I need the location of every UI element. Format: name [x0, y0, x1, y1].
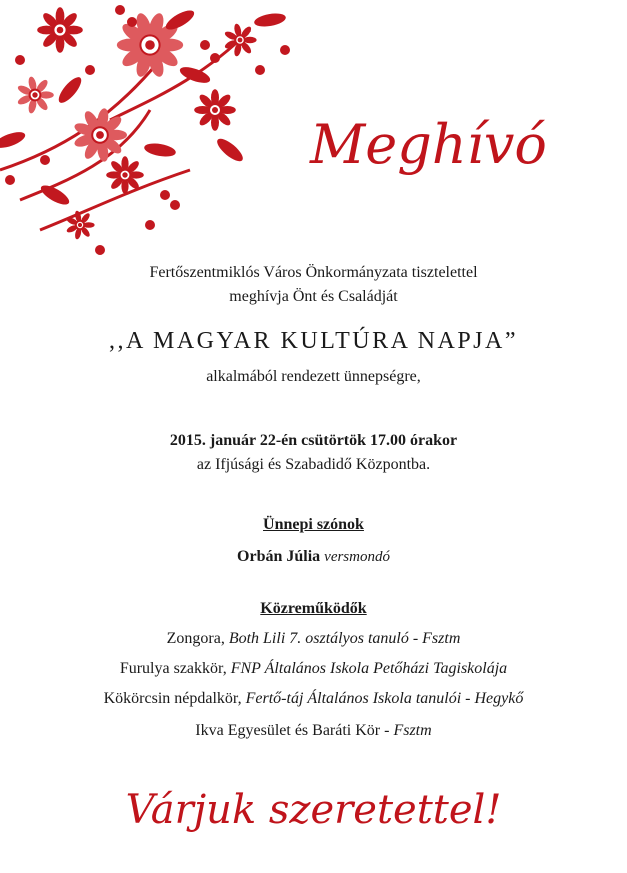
contributor-detail: Fsztm [393, 722, 432, 739]
contributor-detail: Fertő-táj Általános Iskola tanulói - Hegykő [245, 690, 524, 707]
berry-dot [255, 65, 265, 75]
leaf [55, 74, 85, 106]
berry-dot [145, 220, 155, 230]
flower-core [57, 27, 64, 34]
intro-line-1: Fertőszentmiklós Város Önkormányzata tisztelettel [149, 264, 478, 281]
event-occasion: alkalmából rendezett ünnepségre, [206, 368, 421, 385]
flower-core [32, 92, 37, 97]
berry-dot [15, 55, 25, 65]
contributors-heading: Közreműködők [260, 600, 367, 617]
event-datetime: 2015. január 22-én csütörtök 17.00 órakor [169, 432, 458, 449]
flower-core [145, 40, 155, 50]
berry-dot [210, 53, 220, 63]
contributor-detail: Both Lili 7. osztályos tanuló - Fsztm [228, 630, 461, 647]
berry-dot [170, 200, 180, 210]
leaf [253, 11, 287, 28]
speaker-heading: Ünnepi szónok [263, 516, 364, 533]
contributor-name: Kökörcsin népdalkör, [103, 690, 246, 707]
contributor-name: Zongora, [166, 630, 229, 647]
closing-text: Várjuk szeretettel! [125, 787, 502, 833]
leaf [214, 135, 246, 165]
berry-dot [127, 17, 137, 27]
speaker-name: Orbán Júlia [237, 548, 321, 565]
speaker-role: versmondó [324, 549, 390, 565]
berry-dot [85, 65, 95, 75]
flower-core [238, 38, 243, 43]
contributor-detail: FNP Általános Iskola Petőházi Tagiskolája [230, 660, 508, 677]
flower-core [96, 131, 104, 139]
intro-line-2: meghívja Önt és Családját [229, 288, 398, 305]
berry-dot [200, 40, 210, 50]
berry-dot [40, 155, 50, 165]
leaf [143, 141, 177, 158]
contributor-item [0, 688, 627, 710]
leaf [0, 129, 27, 151]
event-name: ,,A MAGYAR KULTÚRA NAPJA” [109, 328, 518, 354]
speaker-line [0, 546, 627, 568]
flower-stem [0, 60, 160, 170]
event-venue: az Ifjúsági és Szabadidő Központba. [196, 456, 431, 473]
contributor-name: Furulya szakkör, [119, 660, 231, 677]
flower-core [78, 223, 82, 227]
floral-ornament [0, 0, 320, 260]
contributor-item [0, 658, 627, 680]
flower-core [122, 172, 127, 177]
leaf [163, 7, 197, 33]
contributor-name: Ikva Egyesület és Baráti Kör - [195, 722, 394, 739]
berry-dot [5, 175, 15, 185]
contributor-item [0, 628, 627, 650]
berry-dot [95, 245, 105, 255]
berry-dot [115, 5, 125, 15]
flower-core [212, 107, 218, 113]
contributor-item [0, 720, 627, 742]
berry-dot [280, 45, 290, 55]
berry-dot [160, 190, 170, 200]
invitation-title: Meghívó [310, 113, 547, 176]
